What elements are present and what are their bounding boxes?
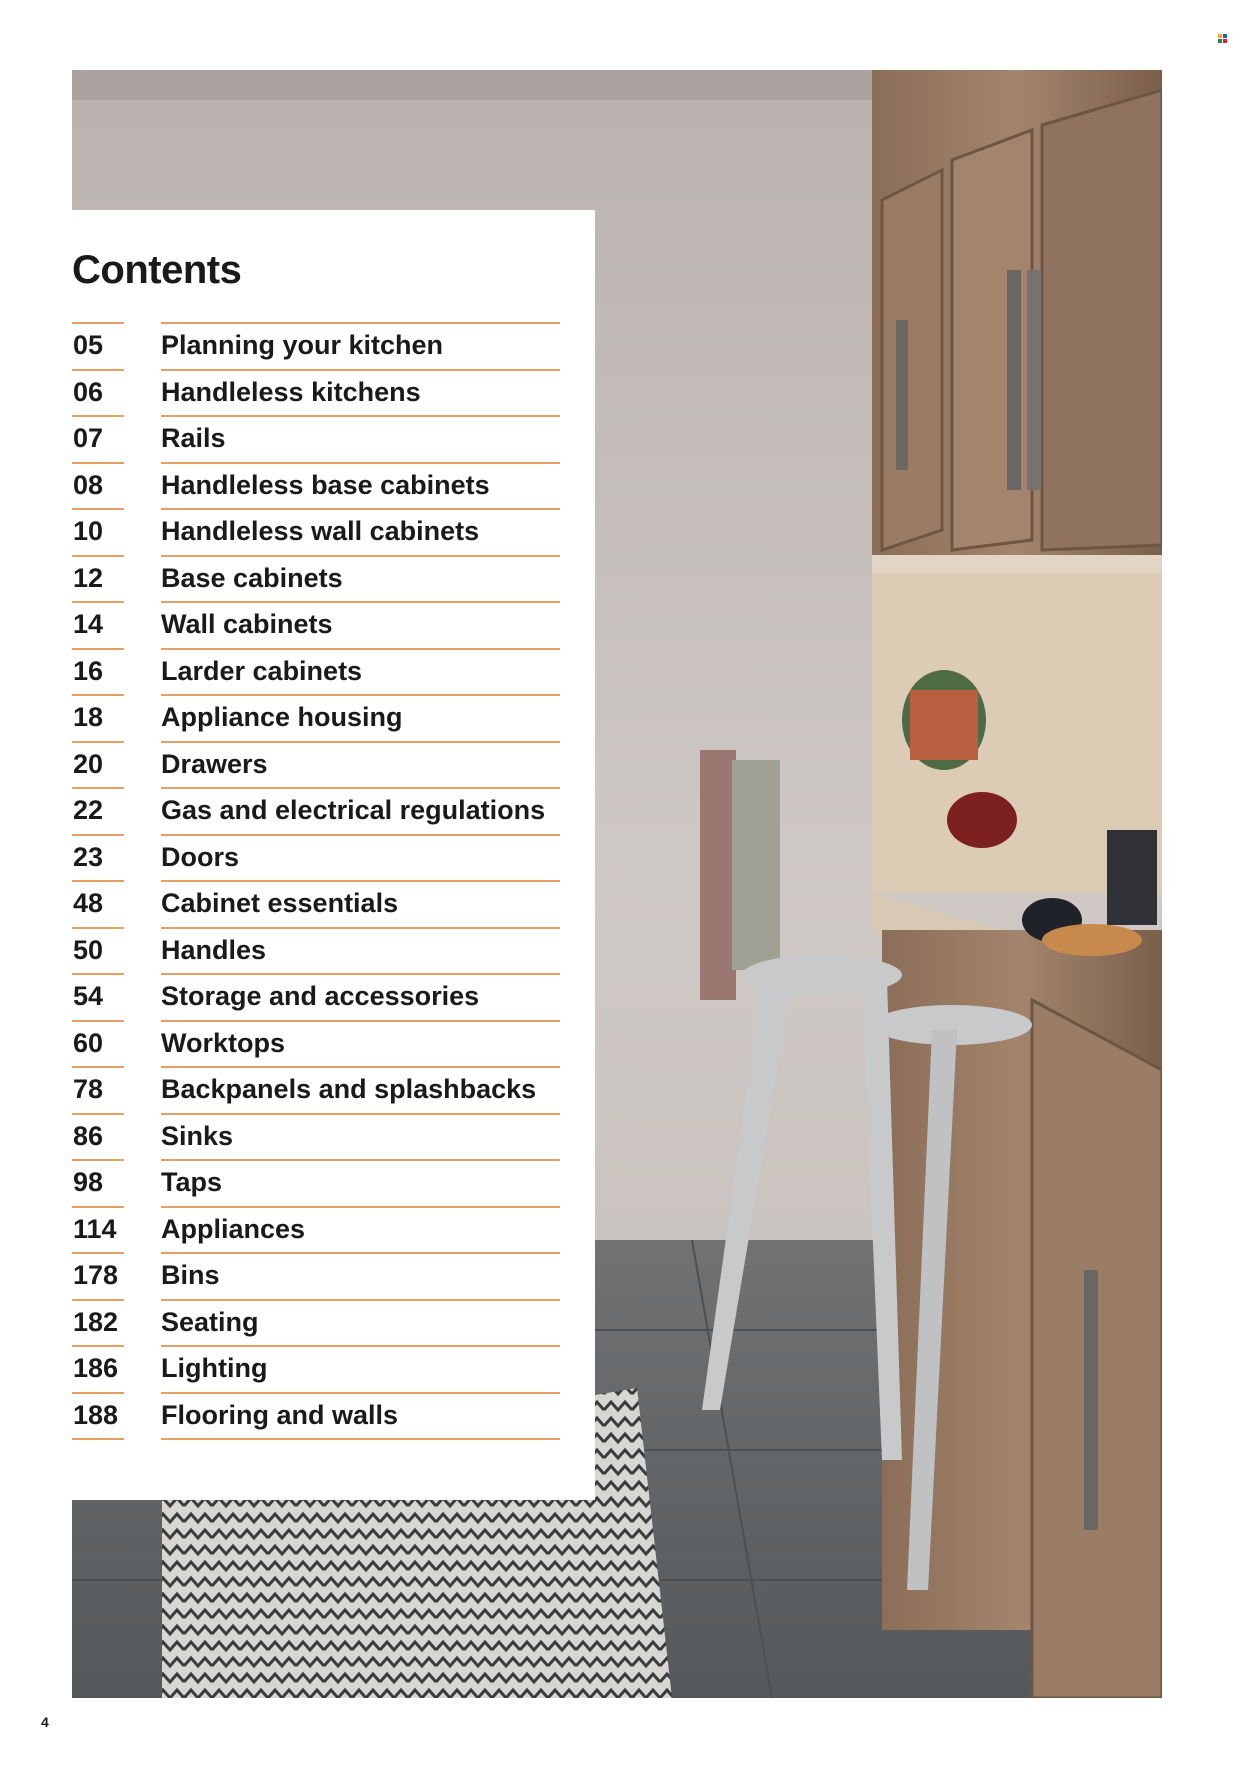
toc-label: Rails bbox=[161, 415, 560, 462]
toc-item[interactable] bbox=[72, 927, 560, 974]
toc-label: Handleless base cabinets bbox=[161, 462, 560, 509]
toc-item[interactable] bbox=[72, 694, 560, 741]
page-number: 4 bbox=[41, 1714, 49, 1730]
toc-item[interactable] bbox=[72, 462, 560, 509]
toc-label: Seating bbox=[161, 1299, 560, 1346]
toc-label: Handleless wall cabinets bbox=[161, 508, 560, 555]
toc-item[interactable] bbox=[72, 415, 560, 462]
toc-item[interactable] bbox=[72, 834, 560, 881]
toc-item[interactable] bbox=[72, 508, 560, 555]
toc-page-number: 20 bbox=[72, 741, 124, 788]
toc-page-number: 114 bbox=[72, 1206, 124, 1253]
toc-page-number: 182 bbox=[72, 1299, 124, 1346]
toc-label: Doors bbox=[161, 834, 560, 881]
toc-item[interactable] bbox=[72, 322, 560, 369]
toc-item[interactable] bbox=[72, 787, 560, 834]
toc-item[interactable] bbox=[72, 601, 560, 648]
toc-label: Backpanels and splashbacks bbox=[161, 1066, 560, 1113]
toc-label: Gas and electrical regulations bbox=[161, 787, 560, 834]
toc-label: Cabinet essentials bbox=[161, 880, 560, 927]
toc-item[interactable] bbox=[72, 741, 560, 788]
toc-page-number: 78 bbox=[72, 1066, 124, 1113]
toc-page-number: 23 bbox=[72, 834, 124, 881]
toc-item[interactable] bbox=[72, 1066, 560, 1113]
toc-item[interactable] bbox=[72, 1345, 560, 1392]
toc-item[interactable] bbox=[72, 648, 560, 695]
toc-item[interactable] bbox=[72, 973, 560, 1020]
toc-label: Appliance housing bbox=[161, 694, 560, 741]
toc-label: Base cabinets bbox=[161, 555, 560, 602]
contents-title: Contents bbox=[72, 248, 242, 292]
toc-label: Larder cabinets bbox=[161, 648, 560, 695]
toc-label: Appliances bbox=[161, 1206, 560, 1253]
toc-label: Storage and accessories bbox=[161, 973, 560, 1020]
toc-page-number: 16 bbox=[72, 648, 124, 695]
toc-page-number: 10 bbox=[72, 508, 124, 555]
toc-page-number: 48 bbox=[72, 880, 124, 927]
toc-item[interactable] bbox=[72, 1206, 560, 1253]
toc-label: Handleless kitchens bbox=[161, 369, 560, 416]
toc-label: Drawers bbox=[161, 741, 560, 788]
toc-item[interactable] bbox=[72, 1392, 560, 1439]
toc-item[interactable] bbox=[72, 369, 560, 416]
toc-page-number: 54 bbox=[72, 973, 124, 1020]
toc-label: Flooring and walls bbox=[161, 1392, 560, 1439]
toc-page-number: 188 bbox=[72, 1392, 124, 1439]
toc-page-number: 186 bbox=[72, 1345, 124, 1392]
toc-label: Wall cabinets bbox=[161, 601, 560, 648]
toc-item[interactable] bbox=[72, 555, 560, 602]
toc-item[interactable] bbox=[72, 1159, 560, 1206]
toc-page-number: 07 bbox=[72, 415, 124, 462]
toc-page-number: 98 bbox=[72, 1159, 124, 1206]
toc-label: Lighting bbox=[161, 1345, 560, 1392]
toc-item[interactable] bbox=[72, 880, 560, 927]
toc-label: Taps bbox=[161, 1159, 560, 1206]
toc-label: Sinks bbox=[161, 1113, 560, 1160]
toc-page-number: 12 bbox=[72, 555, 124, 602]
toc-label: Handles bbox=[161, 927, 560, 974]
toc-page-number: 178 bbox=[72, 1252, 124, 1299]
toc-label: Bins bbox=[161, 1252, 560, 1299]
toc-item[interactable] bbox=[72, 1020, 560, 1067]
toc-item[interactable] bbox=[72, 1113, 560, 1160]
toc-item[interactable] bbox=[72, 1252, 560, 1299]
toc-page-number: 18 bbox=[72, 694, 124, 741]
toc-page-number: 60 bbox=[72, 1020, 124, 1067]
toc-item[interactable] bbox=[72, 1299, 560, 1346]
toc-page-number: 86 bbox=[72, 1113, 124, 1160]
toc-page-number: 50 bbox=[72, 927, 124, 974]
toc-page-number: 08 bbox=[72, 462, 124, 509]
contents-panel bbox=[72, 210, 595, 1500]
brand-logo-icon bbox=[1218, 34, 1228, 44]
toc-page-number: 14 bbox=[72, 601, 124, 648]
contents-list bbox=[72, 322, 560, 1438]
toc-page-number: 06 bbox=[72, 369, 124, 416]
toc-label: Worktops bbox=[161, 1020, 560, 1067]
toc-page-number: 22 bbox=[72, 787, 124, 834]
toc-label: Planning your kitchen bbox=[161, 322, 560, 369]
toc-page-number: 05 bbox=[72, 322, 124, 369]
